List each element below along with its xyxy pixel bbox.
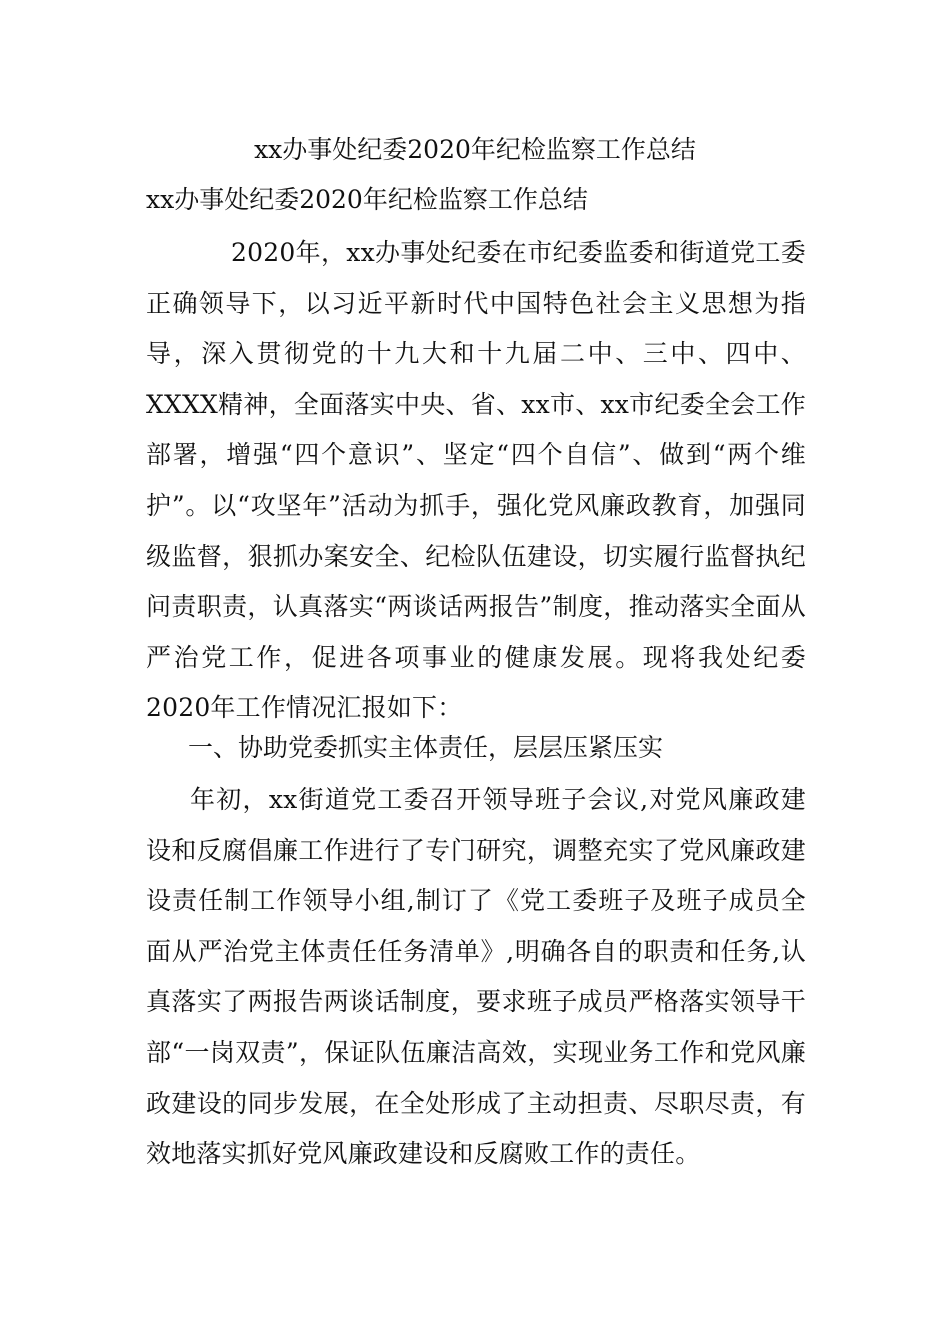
section-1-paragraph: 年初，xx街道党工委召开领导班子会议,对党风廉政建设和反腐倡廉工作进行了专门研究，调整充实了党风廉政建设责任制工作领导小组,制订了《党工委班子及班子成员全面从严治党主体责任任务清单》,明确各自的职责和任务,认真落实了两报告两谈话制度，要求班子成员严格落实领导干部“一岗双责”，保证队伍廉洁高效，实现业务工作和党风廉政建设的同步发展，在全处形成了主动担责、尽职尽责，有效地落实抓好党风廉政建设和反腐败工作的责任。 <box>146 785 806 1169</box>
document-subtitle: xx办事处纪委2020年纪检监察工作总结 <box>146 185 588 214</box>
document-title: xx办事处纪委2020年纪检监察工作总结 <box>254 135 696 164</box>
section-1-heading: 一、协助党委抓实主体责任，层层压紧压实 <box>188 733 664 762</box>
intro-paragraph: 2020年，xx办事处纪委在市纪委监委和街道党工委正确领导下，以习近平新时代中国特色社会主义思想为指导，深入贯彻党的十九大和十九届二中、三中、四中、XXXX精神，全面落实中央、省、xx市、xx市纪委全会工作部署，增强“四个意识”、坚定“四个自信”、做到“两个维护”。以“攻坚年”活动为抓手，强化党风廉政教育，加强同级监督，狠抓办案安全、纪检队伍建设，切实履行监督执纪问责职责，认真落实“两谈话两报告”制度，推动落实全面从严治党工作，促进各项事业的健康发展。现将我处纪委2020年工作情况汇报如下： <box>146 238 806 723</box>
